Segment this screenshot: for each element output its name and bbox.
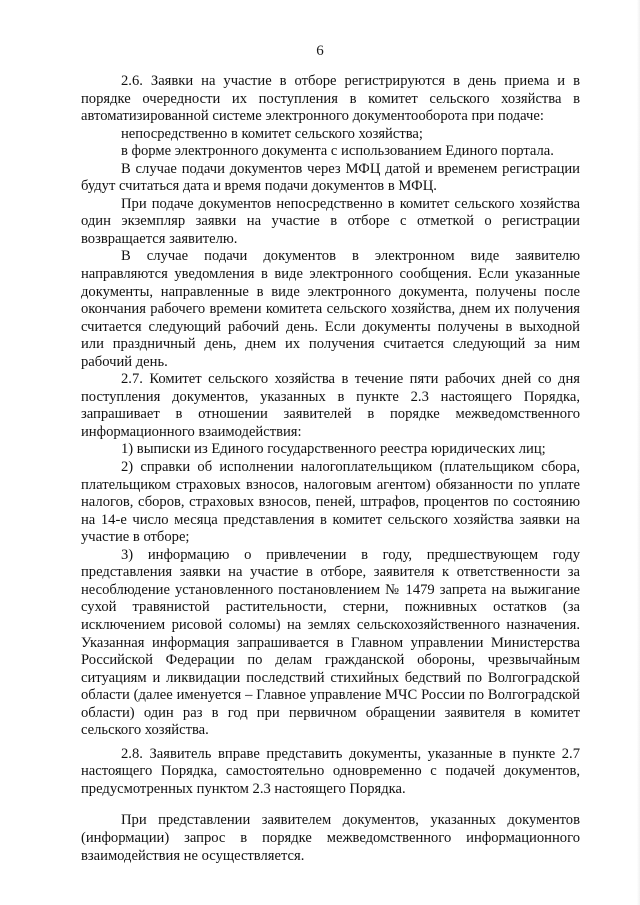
paragraph-submission-electronic: в форме электронного документа с использованием Единого портала. xyxy=(121,143,554,160)
paragraph-submission-direct: непосредственно в комитет сельского хозяйства; xyxy=(121,125,423,142)
paragraph-item-2-tax-certificate: 2) справки об исполнении налогоплательщиком (плательщиком сбора, плательщиком страховых взносов, налоговым агентом) обязанности по уплате налогов, сборов, страховых взносов, пеней, штрафов, процентов по состоянию на 14-е число месяца представления в комитет сельского хозяйства заявки на участие в отборе; xyxy=(81,459,580,546)
document-body xyxy=(81,73,580,865)
paragraph-no-interagency-request: При представлении заявителем документов, указанных документов (информации) запрос в порядке межведомственного информационного взаимодействия не осуществляется. xyxy=(81,812,580,864)
paragraph-direct-submission-return: При подаче документов непосредственно в комитет сельского хозяйства один экземпляр заявки на участие в отборе с отметкой о регистрации возвращается заявителю. xyxy=(81,195,580,247)
paragraph-item-1-registry-extract: 1) выписки из Единого государственного реестра юридических лиц; xyxy=(121,441,546,458)
paragraph-2-7: 2.7. Комитет сельского хозяйства в течение пяти рабочих дней со дня поступления документов, указанных в пункте 2.3 настоящего Порядка, запрашивает в отношении заявителей в порядке межведомственного информационного взаимодействия: xyxy=(81,371,580,440)
paragraph-2-8: 2.8. Заявитель вправе представить документы, указанные в пункте 2.7 настоящего Порядка, самостоятельно одновременно с подачей документов, предусмотренных пунктом 2.3 настоящего Порядка. xyxy=(81,745,580,797)
paragraph-electronic-notification: В случае подачи документов в электронном виде заявителю направляются уведомления в виде электронного сообщения. Если указанные документы, направленные в виде электронного документа, получены после окончания рабочего времени комитета сельского хозяйства, днем их получения считается следующий рабочий день. Если документы получены в выходной или праздничный день, днем их получения считается следующий за ним рабочий день. xyxy=(81,248,580,370)
paragraph-item-3-fire-ban-information: 3) информацию о привлечении в году, предшествующем году представления заявки на участие в отборе, заявителя к ответственности за несоблюдение установленного постановлением № 1479 запрета на выжигание сухой травянистой растительности, стерни, пожнивных остатков (за исключением рисовой соломы) на землях сельскохозяйственного назначения. Указанная информация запрашивается в Главном управлении Министерства Российской Федерации по делам гражданской обороны, чрезвычайным ситуациям и ликвидации последствий стихийных бедствий по Волгоградской области (далее именуется – Главное управление МЧС России по Волгоградской области) один раз в год при первичном обращении заявителя в комитет сельского хозяйства. xyxy=(81,546,580,739)
paragraph-2-6: 2.6. Заявки на участие в отборе регистрируются в день приема и в порядке очередности их поступления в комитет сельского хозяйства в автоматизированной системе электронного документооборота при подаче: xyxy=(81,73,580,125)
page-number: 6 xyxy=(316,43,324,59)
paragraph-mfc-registration: В случае подачи документов через МФЦ датой и временем регистрации будут считаться дата и время подачи документов в МФЦ. xyxy=(81,160,580,195)
